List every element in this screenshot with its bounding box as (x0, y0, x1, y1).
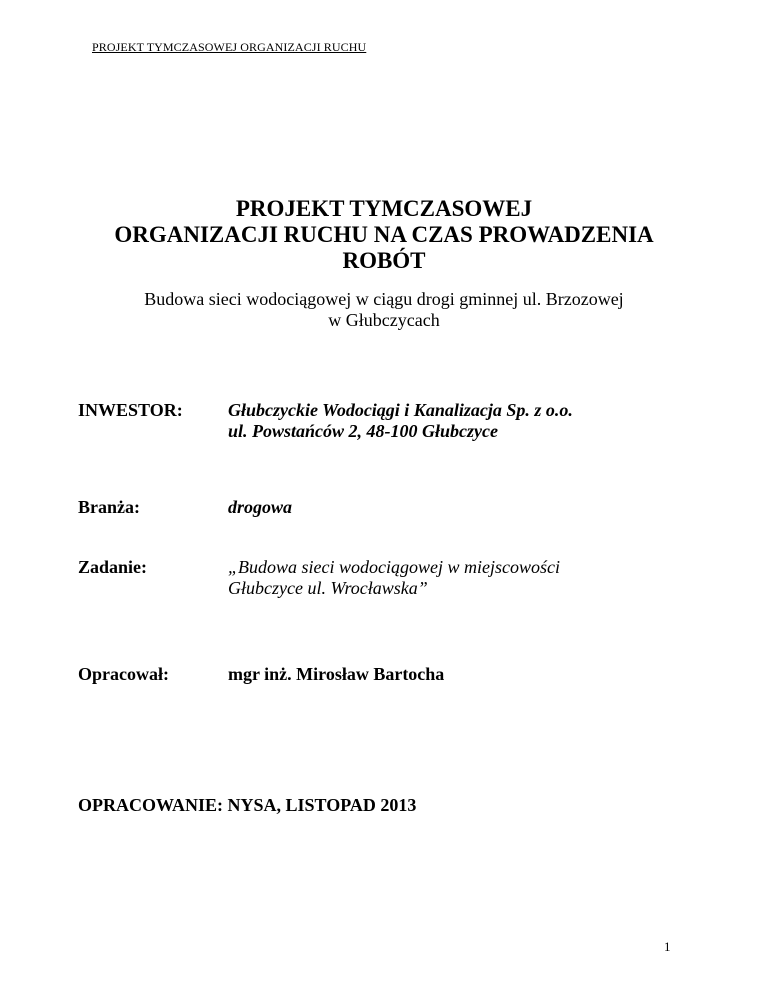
inwestor-line: Głubczyckie Wodociągi i Kanalizacja Sp. z o.o. (228, 400, 573, 420)
page-number: 1 (664, 939, 671, 954)
zadanie-line: „Budowa sieci wodociągowej w miejscowości (228, 557, 560, 577)
title-line: ROBÓT (342, 248, 426, 273)
zadanie-value (228, 557, 560, 599)
branza-value: drogowa (228, 497, 293, 517)
zadanie-line: Głubczyce ul. Wrocławska” (228, 578, 428, 598)
document-subtitle (0, 289, 768, 331)
running-header: PROJEKT TYMCZASOWEJ ORGANIZACJI RUCHU (92, 40, 367, 54)
inwestor-value (228, 400, 573, 442)
inwestor-line: ul. Powstańców 2, 48-100 Głubczyce (228, 421, 498, 441)
title-line: ORGANIZACJI RUCHU NA CZAS PROWADZENIA (114, 222, 654, 247)
subtitle-line: Budowa sieci wodociągowej w ciągu drogi gminnej ul. Brzozowej (144, 289, 624, 309)
title-line: PROJEKT TYMCZASOWEJ (235, 196, 533, 221)
opracowal-value: mgr inż. Mirosław Bartocha (228, 664, 445, 684)
inwestor-label: INWESTOR: (78, 400, 183, 420)
document-title (0, 196, 768, 274)
subtitle-line: w Głubczycach (328, 310, 440, 330)
branza-label: Branża: (78, 497, 140, 517)
opracowanie-line: OPRACOWANIE: NYSA, LISTOPAD 2013 (78, 795, 417, 815)
zadanie-label: Zadanie: (78, 557, 148, 577)
opracowal-label: Opracował: (78, 664, 169, 684)
